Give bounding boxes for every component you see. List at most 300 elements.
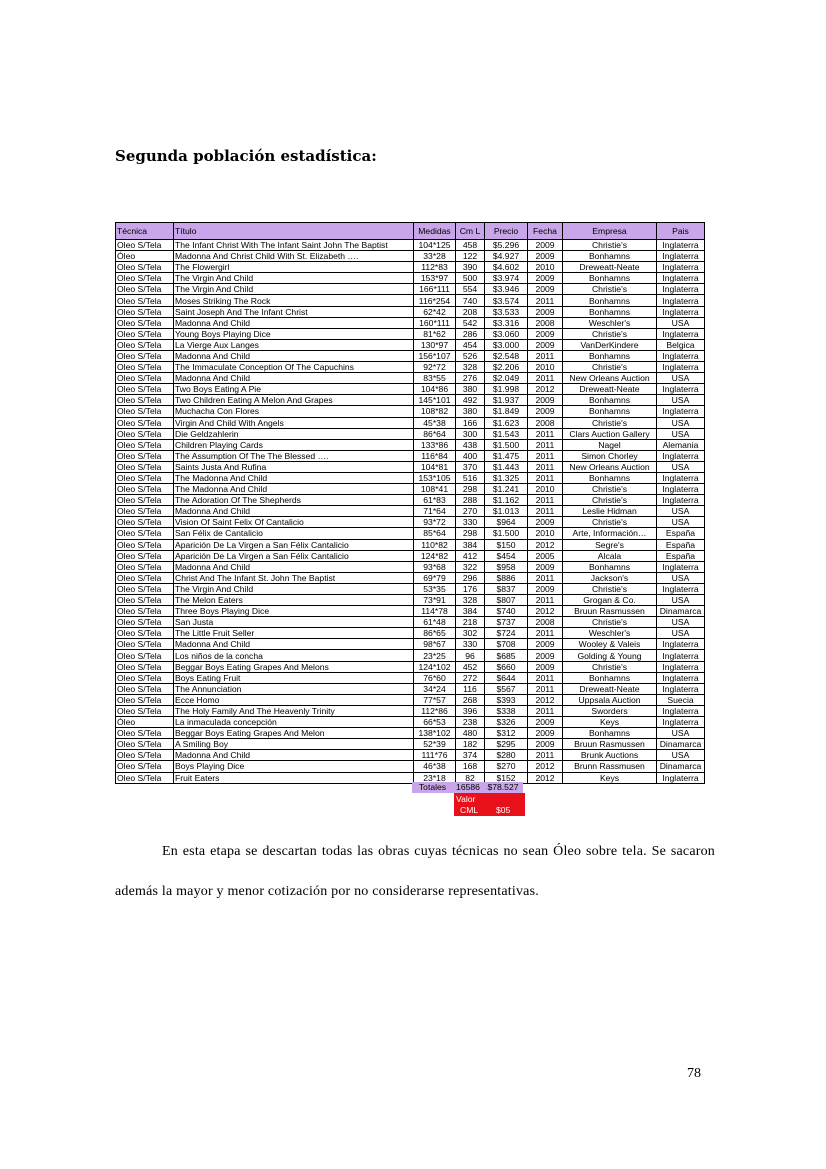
- cell-titulo: The Immaculate Conception Of The Capuchins: [174, 362, 414, 373]
- cell-pais: USA: [657, 728, 705, 739]
- cell-fecha: 2011: [528, 350, 563, 361]
- header-cml: Cm L: [456, 223, 485, 240]
- cell-precio: $1.241: [485, 484, 528, 495]
- cell-cml: 458: [456, 240, 485, 251]
- cell-pais: Inglaterra: [657, 583, 705, 594]
- cell-fecha: 2009: [528, 339, 563, 350]
- cell-medidas: 34*24: [414, 683, 456, 694]
- cell-precio: $280: [485, 750, 528, 761]
- cell-pais: Inglaterra: [657, 495, 705, 506]
- cell-fecha: 2009: [528, 273, 563, 284]
- cell-empresa: Bonhamns: [563, 295, 657, 306]
- cell-tecnica: Oleo S/Tela: [116, 350, 174, 361]
- totals-price: $78.527: [483, 782, 523, 793]
- cell-pais: Inglaterra: [657, 683, 705, 694]
- cell-empresa: Brunn Rassmusen: [563, 761, 657, 772]
- cell-precio: $2.548: [485, 350, 528, 361]
- cell-cml: 400: [456, 450, 485, 461]
- table-row: [116, 384, 705, 395]
- cell-titulo: Madonna And Child: [174, 561, 414, 572]
- cell-empresa: Bonhamns: [563, 561, 657, 572]
- cell-titulo: Two Boys Eating A Pie: [174, 384, 414, 395]
- cell-tecnica: Oleo S/Tela: [116, 517, 174, 528]
- cell-empresa: Christie's: [563, 617, 657, 628]
- cell-medidas: 114*78: [414, 606, 456, 617]
- cell-cml: 370: [456, 461, 485, 472]
- cell-precio: $1.623: [485, 417, 528, 428]
- header-medidas: Medidas: [414, 223, 456, 240]
- cell-precio: $1.443: [485, 461, 528, 472]
- cell-fecha: 2009: [528, 650, 563, 661]
- table-row: [116, 450, 705, 461]
- cell-cml: 516: [456, 472, 485, 483]
- cell-tecnica: Oleo S/Tela: [116, 339, 174, 350]
- cell-titulo: Fruit Eaters: [174, 772, 414, 783]
- table-row: [116, 273, 705, 284]
- cell-fecha: 2011: [528, 628, 563, 639]
- cell-fecha: 2009: [528, 728, 563, 739]
- cell-tecnica: Oleo S/Tela: [116, 506, 174, 517]
- table-row: [116, 595, 705, 606]
- cell-cml: 176: [456, 583, 485, 594]
- cell-medidas: 108*41: [414, 484, 456, 495]
- cell-medidas: 116*254: [414, 295, 456, 306]
- cell-cml: 384: [456, 606, 485, 617]
- cell-medidas: 85*64: [414, 528, 456, 539]
- table-row: [116, 306, 705, 317]
- cell-precio: $3.533: [485, 306, 528, 317]
- cell-cml: 380: [456, 406, 485, 417]
- cell-cml: 390: [456, 262, 485, 273]
- cell-medidas: 104*86: [414, 384, 456, 395]
- table-row: [116, 251, 705, 262]
- cell-titulo: Moses Striking The Rock: [174, 295, 414, 306]
- cell-pais: USA: [657, 517, 705, 528]
- cell-titulo: Madonna And Child: [174, 750, 414, 761]
- cell-pais: Inglaterra: [657, 561, 705, 572]
- cell-pais: USA: [657, 317, 705, 328]
- cell-medidas: 45*38: [414, 417, 456, 428]
- cell-empresa: Clars Auction Gallery: [563, 428, 657, 439]
- table-row: [116, 417, 705, 428]
- cell-pais: Inglaterra: [657, 661, 705, 672]
- cell-precio: $3.946: [485, 284, 528, 295]
- cell-fecha: 2009: [528, 739, 563, 750]
- cell-medidas: 53*35: [414, 583, 456, 594]
- cell-pais: Suecia: [657, 694, 705, 705]
- cell-pais: Inglaterra: [657, 639, 705, 650]
- cell-medidas: 77*57: [414, 694, 456, 705]
- cell-precio: $3.974: [485, 273, 528, 284]
- cell-tecnica: Oleo S/Tela: [116, 373, 174, 384]
- cell-medidas: 108*82: [414, 406, 456, 417]
- cell-fecha: 2011: [528, 595, 563, 606]
- cell-empresa: Bonhamns: [563, 672, 657, 683]
- cell-titulo: Madonna And Child: [174, 639, 414, 650]
- cell-pais: USA: [657, 572, 705, 583]
- cell-precio: $837: [485, 583, 528, 594]
- table-row: [116, 362, 705, 373]
- cell-precio: $567: [485, 683, 528, 694]
- cell-pais: Dinamarca: [657, 606, 705, 617]
- cell-tecnica: Oleo S/Tela: [116, 495, 174, 506]
- cell-titulo: Saints Justa And Rufina: [174, 461, 414, 472]
- cell-empresa: Segre's: [563, 539, 657, 550]
- cell-fecha: 2010: [528, 262, 563, 273]
- cell-empresa: Dreweatt-Neate: [563, 384, 657, 395]
- cell-empresa: Uppsala Auction: [563, 694, 657, 705]
- cell-empresa: Bonhamns: [563, 395, 657, 406]
- cell-empresa: New Orleans Auction: [563, 373, 657, 384]
- cell-fecha: 2009: [528, 284, 563, 295]
- cell-fecha: 2011: [528, 461, 563, 472]
- cml-label: CML: [460, 805, 479, 815]
- cell-precio: $326: [485, 717, 528, 728]
- cell-cml: 438: [456, 439, 485, 450]
- table-row: [116, 373, 705, 384]
- table-row: [116, 517, 705, 528]
- table-row: [116, 428, 705, 439]
- cell-titulo: Die Geldzahlerin: [174, 428, 414, 439]
- cell-medidas: 76*60: [414, 672, 456, 683]
- cell-tecnica: Oleo S/Tela: [116, 528, 174, 539]
- cell-empresa: New Orleans Auction: [563, 461, 657, 472]
- cell-precio: $708: [485, 639, 528, 650]
- cell-precio: $660: [485, 661, 528, 672]
- cell-fecha: 2011: [528, 672, 563, 683]
- table-row: [116, 617, 705, 628]
- cell-titulo: Boys Playing Dice: [174, 761, 414, 772]
- cell-empresa: Bonhamns: [563, 251, 657, 262]
- cell-empresa: Christie's: [563, 417, 657, 428]
- cell-pais: Inglaterra: [657, 384, 705, 395]
- cell-fecha: 2011: [528, 472, 563, 483]
- table-row: [116, 705, 705, 716]
- cell-cml: 322: [456, 561, 485, 572]
- table-row: [116, 583, 705, 594]
- cell-tecnica: Oleo S/Tela: [116, 750, 174, 761]
- cell-fecha: 2009: [528, 240, 563, 251]
- cell-precio: $1.849: [485, 406, 528, 417]
- cell-tecnica: Oleo S/Tela: [116, 583, 174, 594]
- cell-precio: $1.998: [485, 384, 528, 395]
- cell-precio: $270: [485, 761, 528, 772]
- cell-cml: 480: [456, 728, 485, 739]
- cell-empresa: Wooley & Valeis: [563, 639, 657, 650]
- cell-pais: Inglaterra: [657, 650, 705, 661]
- cell-tecnica: Oleo S/Tela: [116, 284, 174, 295]
- table-row: [116, 717, 705, 728]
- cell-precio: $3.574: [485, 295, 528, 306]
- cell-cml: 554: [456, 284, 485, 295]
- cell-fecha: 2009: [528, 328, 563, 339]
- cell-pais: Inglaterra: [657, 472, 705, 483]
- cell-medidas: 73*91: [414, 595, 456, 606]
- cell-cml: 298: [456, 528, 485, 539]
- cell-cml: 452: [456, 661, 485, 672]
- cell-tecnica: Oleo S/Tela: [116, 384, 174, 395]
- cell-cml: 168: [456, 761, 485, 772]
- cell-fecha: 2011: [528, 495, 563, 506]
- cell-pais: Inglaterra: [657, 306, 705, 317]
- cell-cml: 276: [456, 373, 485, 384]
- totals-cm: 16586: [453, 782, 483, 793]
- table-row: [116, 472, 705, 483]
- table-row: [116, 406, 705, 417]
- cell-titulo: Aparición De La Virgen a San Félix Cantalicio: [174, 539, 414, 550]
- table-row: [116, 750, 705, 761]
- paragraph-text: En esta etapa se descartan todas las obras cuyas técnicas no sean Óleo sobre tela. Se sacaron además la mayor y menor cotización por no considerarse representativas.: [115, 844, 715, 899]
- table-row: [116, 395, 705, 406]
- cell-precio: $3.060: [485, 328, 528, 339]
- cell-tecnica: Oleo S/Tela: [116, 417, 174, 428]
- cell-titulo: Boys Eating Fruit: [174, 672, 414, 683]
- cell-medidas: 124*82: [414, 550, 456, 561]
- cell-precio: $3.000: [485, 339, 528, 350]
- cell-precio: $740: [485, 606, 528, 617]
- table-row: [116, 661, 705, 672]
- cell-precio: $1.500: [485, 439, 528, 450]
- cell-pais: Inglaterra: [657, 328, 705, 339]
- cell-tecnica: Oleo S/Tela: [116, 772, 174, 783]
- cell-fecha: 2011: [528, 295, 563, 306]
- cell-titulo: The Adoration Of The Shepherds: [174, 495, 414, 506]
- cell-tecnica: Óleo: [116, 251, 174, 262]
- cell-medidas: 111*76: [414, 750, 456, 761]
- cell-fecha: 2011: [528, 572, 563, 583]
- cell-cml: 526: [456, 350, 485, 361]
- cell-titulo: The Flowergirl: [174, 262, 414, 273]
- totals-label: Totales: [412, 782, 453, 793]
- cell-pais: Inglaterra: [657, 672, 705, 683]
- cell-titulo: Madonna And Christ Child With St. Elizabeth ….: [174, 251, 414, 262]
- cell-precio: $685: [485, 650, 528, 661]
- cell-pais: USA: [657, 417, 705, 428]
- cell-titulo: Two Children Eating A Melon And Grapes: [174, 395, 414, 406]
- cell-medidas: 112*83: [414, 262, 456, 273]
- cell-empresa: Bonhamns: [563, 273, 657, 284]
- cell-pais: Inglaterra: [657, 262, 705, 273]
- cell-tecnica: Oleo S/Tela: [116, 484, 174, 495]
- cell-medidas: 116*84: [414, 450, 456, 461]
- cell-precio: $393: [485, 694, 528, 705]
- cell-precio: $5.296: [485, 240, 528, 251]
- cell-empresa: Christie's: [563, 362, 657, 373]
- cell-precio: $4.602: [485, 262, 528, 273]
- cell-precio: $1.162: [485, 495, 528, 506]
- cell-cml: 300: [456, 428, 485, 439]
- cell-empresa: Bonhamns: [563, 306, 657, 317]
- cell-pais: USA: [657, 373, 705, 384]
- cell-medidas: 104*125: [414, 240, 456, 251]
- cell-precio: $4.927: [485, 251, 528, 262]
- cell-medidas: 46*38: [414, 761, 456, 772]
- cell-empresa: Bonhamns: [563, 350, 657, 361]
- cell-pais: Inglaterra: [657, 273, 705, 284]
- cell-fecha: 2011: [528, 506, 563, 517]
- table-row: [116, 439, 705, 450]
- cell-medidas: 166*111: [414, 284, 456, 295]
- cell-titulo: Madonna And Child: [174, 506, 414, 517]
- cell-precio: $2.049: [485, 373, 528, 384]
- cell-empresa: Weschler's: [563, 317, 657, 328]
- cell-cml: 330: [456, 517, 485, 528]
- table-row: [116, 506, 705, 517]
- cell-medidas: 93*72: [414, 517, 456, 528]
- cell-pais: USA: [657, 617, 705, 628]
- table-row: [116, 739, 705, 750]
- cell-tecnica: Oleo S/Tela: [116, 672, 174, 683]
- valor-label: Valor: [456, 794, 476, 804]
- cell-tecnica: Oleo S/Tela: [116, 683, 174, 694]
- cell-empresa: Weschler's: [563, 628, 657, 639]
- cell-pais: USA: [657, 750, 705, 761]
- cell-empresa: Keys: [563, 717, 657, 728]
- cell-titulo: Madonna And Child: [174, 373, 414, 384]
- cell-cml: 396: [456, 705, 485, 716]
- cell-titulo: Ecce Homo: [174, 694, 414, 705]
- cell-cml: 328: [456, 362, 485, 373]
- table-row: [116, 539, 705, 550]
- cell-titulo: Children Playing Cards: [174, 439, 414, 450]
- cell-pais: USA: [657, 395, 705, 406]
- cell-titulo: The Virgin And Child: [174, 284, 414, 295]
- cell-medidas: 86*65: [414, 628, 456, 639]
- cell-pais: España: [657, 539, 705, 550]
- cell-fecha: 2010: [528, 528, 563, 539]
- cell-empresa: Bonhamns: [563, 406, 657, 417]
- cell-fecha: 2009: [528, 406, 563, 417]
- cell-medidas: 153*97: [414, 273, 456, 284]
- cell-cml: 238: [456, 717, 485, 728]
- table-header-row: [116, 223, 705, 240]
- cell-tecnica: Oleo S/Tela: [116, 461, 174, 472]
- cell-tecnica: Oleo S/Tela: [116, 539, 174, 550]
- header-titulo: Título: [174, 223, 414, 240]
- body-paragraph: [115, 832, 715, 912]
- cell-tecnica: Oleo S/Tela: [116, 550, 174, 561]
- cell-tecnica: Oleo S/Tela: [116, 428, 174, 439]
- cell-fecha: 2011: [528, 373, 563, 384]
- artworks-table: [115, 222, 705, 784]
- table-row: [116, 262, 705, 273]
- cell-cml: 270: [456, 506, 485, 517]
- totals-row: [412, 782, 523, 793]
- cell-empresa: Simon Chorley: [563, 450, 657, 461]
- cell-tecnica: Oleo S/Tela: [116, 273, 174, 284]
- cell-precio: $1.325: [485, 472, 528, 483]
- section-heading: Segunda población estadística:: [115, 147, 377, 165]
- cell-cml: 412: [456, 550, 485, 561]
- cell-tecnica: Oleo S/Tela: [116, 317, 174, 328]
- cell-fecha: 2012: [528, 772, 563, 783]
- cell-tecnica: Oleo S/Tela: [116, 694, 174, 705]
- cell-fecha: 2009: [528, 639, 563, 650]
- cell-pais: España: [657, 528, 705, 539]
- cell-tecnica: Oleo S/Tela: [116, 595, 174, 606]
- cell-fecha: 2009: [528, 717, 563, 728]
- table-row: [116, 328, 705, 339]
- cell-fecha: 2010: [528, 484, 563, 495]
- cell-precio: $454: [485, 550, 528, 561]
- cell-medidas: 104*81: [414, 461, 456, 472]
- cell-titulo: San Justa: [174, 617, 414, 628]
- cell-pais: Inglaterra: [657, 251, 705, 262]
- cell-precio: $737: [485, 617, 528, 628]
- cell-fecha: 2009: [528, 583, 563, 594]
- table-row: [116, 672, 705, 683]
- cell-titulo: Muchacha Con Flores: [174, 406, 414, 417]
- cell-fecha: 2009: [528, 517, 563, 528]
- cell-titulo: Young Boys Playing Dice: [174, 328, 414, 339]
- cell-tecnica: Oleo S/Tela: [116, 328, 174, 339]
- cell-medidas: 61*83: [414, 495, 456, 506]
- table-row: [116, 550, 705, 561]
- cell-titulo: The Annunciation: [174, 683, 414, 694]
- cell-titulo: The Infant Christ With The Infant Saint John The Baptist: [174, 240, 414, 251]
- cell-cml: 116: [456, 683, 485, 694]
- table-row: [116, 639, 705, 650]
- cell-cml: 96: [456, 650, 485, 661]
- cell-pais: Alemania: [657, 439, 705, 450]
- cell-titulo: Madonna And Child: [174, 317, 414, 328]
- cell-empresa: Alcala: [563, 550, 657, 561]
- cell-tecnica: Oleo S/Tela: [116, 306, 174, 317]
- table-row: [116, 728, 705, 739]
- cell-cml: 208: [456, 306, 485, 317]
- cell-tecnica: Oleo S/Tela: [116, 262, 174, 273]
- cell-empresa: Dreweatt-Neate: [563, 683, 657, 694]
- cell-empresa: Keys: [563, 772, 657, 783]
- cell-medidas: 52*39: [414, 739, 456, 750]
- cell-tecnica: Oleo S/Tela: [116, 240, 174, 251]
- cell-precio: $2.206: [485, 362, 528, 373]
- cell-cml: 500: [456, 273, 485, 284]
- cell-cml: 272: [456, 672, 485, 683]
- cell-tecnica: Oleo S/Tela: [116, 761, 174, 772]
- cell-medidas: 86*64: [414, 428, 456, 439]
- cell-precio: $152: [485, 772, 528, 783]
- cell-precio: $964: [485, 517, 528, 528]
- cell-cml: 454: [456, 339, 485, 350]
- cell-medidas: 92*72: [414, 362, 456, 373]
- cell-titulo: Saint Joseph And The Infant Christ: [174, 306, 414, 317]
- cell-medidas: 66*53: [414, 717, 456, 728]
- table-row: [116, 317, 705, 328]
- cell-empresa: VanDerKindere: [563, 339, 657, 350]
- cell-pais: USA: [657, 461, 705, 472]
- cell-tecnica: Oleo S/Tela: [116, 739, 174, 750]
- cell-tecnica: Oleo S/Tela: [116, 705, 174, 716]
- cell-fecha: 2012: [528, 694, 563, 705]
- cell-precio: $1.013: [485, 506, 528, 517]
- cell-fecha: 2010: [528, 362, 563, 373]
- cell-fecha: 2009: [528, 561, 563, 572]
- cell-pais: Inglaterra: [657, 295, 705, 306]
- cell-empresa: Nagel: [563, 439, 657, 450]
- cell-pais: Inglaterra: [657, 240, 705, 251]
- table-row: [116, 339, 705, 350]
- cell-pais: Inglaterra: [657, 362, 705, 373]
- valor-cml-box: [454, 793, 525, 816]
- cell-titulo: Beggar Boys Eating Grapes And Melon: [174, 728, 414, 739]
- cell-cml: 166: [456, 417, 485, 428]
- cell-precio: $338: [485, 705, 528, 716]
- cell-tecnica: Oleo S/Tela: [116, 561, 174, 572]
- cell-tecnica: Oleo S/Tela: [116, 439, 174, 450]
- cell-empresa: Jackson's: [563, 572, 657, 583]
- cell-fecha: 2009: [528, 306, 563, 317]
